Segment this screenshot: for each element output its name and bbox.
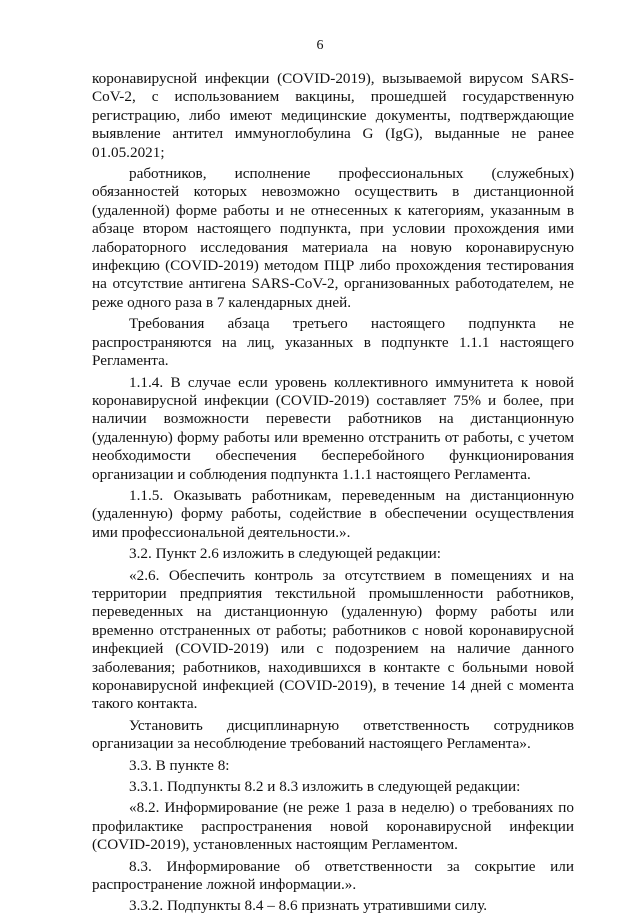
paragraph-11: «8.2. Информирование (не реже 1 раза в неделю) о требованиях по профилактике распространения новой коронавирусной инфекции (COVID-2019), установленных настоящим Регламентом. <box>92 799 574 854</box>
paragraph-9: 3.3. В пункте 8: <box>129 756 230 774</box>
paragraph-8: Установить дисциплинарную ответственность сотрудников организации за несоблюдение требований настоящего Регламента». <box>92 716 574 753</box>
paragraph-2: работников, исполнение профессиональных (служебных) обязанностей которых невозможно осуществить в дистанционной (удаленной) форме работы и не отнесенных к категориям, указанным в абзаце втором настоящего подпункта, при условии прохождения ими лабораторного исследования материала на новую коронавирусную инфекцию (COVID-2019) методом ПЦР либо прохождения тестирования на отсутствие антигена SARS-CoV-2, организованных работодателем, не реже одного раза в 7 календарных дней. <box>92 165 574 311</box>
paragraph-6: 3.2. Пункт 2.6 изложить в следующей редакции: <box>129 545 442 563</box>
page-number: 6 <box>316 38 324 53</box>
paragraph-5: 1.1.5. Оказывать работникам, переведенным на дистанционную (удаленную) форму работы, содействие в обеспечении осуществления ими профессиональной деятельности.». <box>92 486 574 541</box>
paragraph-12: 8.3. Информирование об ответственности за сокрытие или распространение ложной информации.». <box>92 857 574 894</box>
paragraph-3: Требования абзаца третьего настоящего подпункта не распространяются на лиц, указанных в подпункте 1.1.1 настоящего Регламента. <box>92 315 574 370</box>
document-body <box>92 70 574 916</box>
paragraph-10: 3.3.1. Подпункты 8.2 и 8.3 изложить в следующей редакции: <box>129 778 521 796</box>
paragraph-4: 1.1.4. В случае если уровень коллективного иммунитета к новой коронавирусной инфекции (COVID-2019) составляет 75% и более, при наличии возможности перевести работников на дистанционную (удаленную) форму работы или временно отстранить от работы, с учетом необходимости обеспечения бесперебойного функционирования организации и соблюдения подпункта 1.1.1 настоящего Регламента. <box>92 373 574 483</box>
paragraph-7: «2.6. Обеспечить контроль за отсутствием в помещениях и на территории предприятия текстильной промышленности работников, переведенных на дистанционную (удаленную) форму работы или временно отстраненных от работы; работников с новой коронавирусной инфекцией (COVID-2019) или с подозрением на наличие данного заболевания; работников, находившихся в контакте с больными новой коронавирусной инфекцией (COVID-2019), в течение 14 дней с момента такого контакта. <box>92 566 574 713</box>
paragraph-1: коронавирусной инфекции (COVID-2019), вызываемой вирусом SARS-CoV-2, с использованием вакцины, прошедшей государственную регистрацию, либо имеют медицинские документы, подтверждающие выявление антител иммуноглобулина G (IgG), выданные не ранее 01.05.2021; <box>92 70 574 161</box>
paragraph-13: 3.3.2. Подпункты 8.4 – 8.6 признать утратившими силу. <box>129 897 488 915</box>
